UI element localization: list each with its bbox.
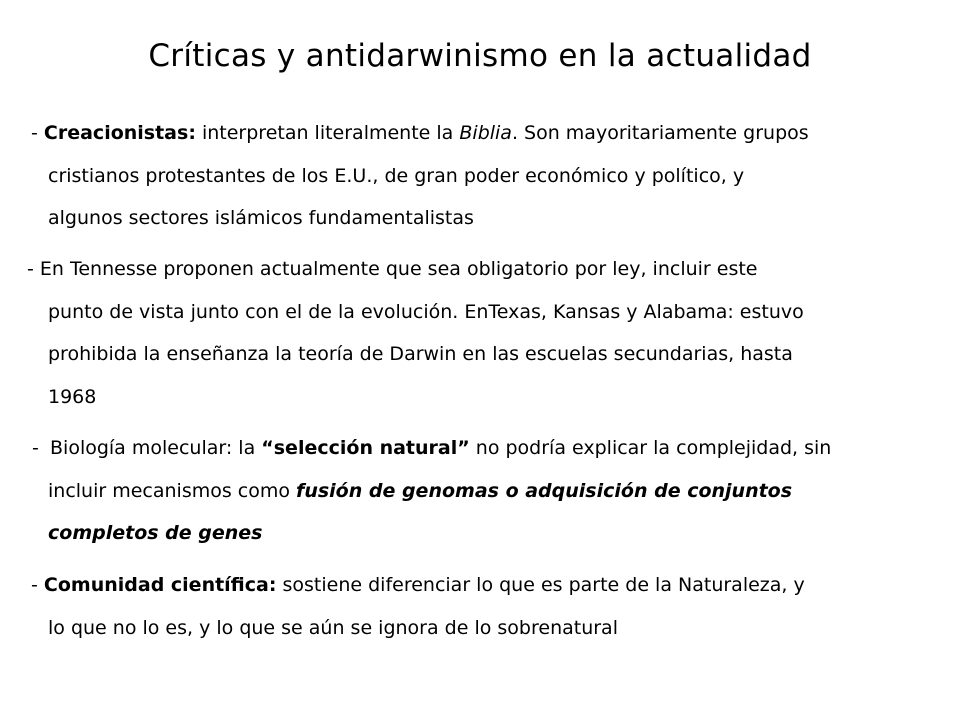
bullet-dash: - — [31, 122, 44, 144]
paragraph-line: lo que no lo es, y lo que se aún se ignora de lo sobrenatural — [48, 616, 618, 639]
term-comunidad-cientifica: Comunidad científica: — [43, 574, 277, 596]
paragraph-line — [31, 112, 809, 155]
paragraph-comunidad-cientifica — [31, 564, 805, 649]
paragraph-biologia-molecular — [32, 427, 831, 555]
paragraph-tennesse — [27, 248, 804, 418]
bullet-dash: - — [32, 437, 39, 459]
term-creacionistas: Creacionistas: — [43, 122, 196, 144]
term-seleccion-natural: “selección natural” — [261, 437, 470, 459]
paragraph-line — [32, 470, 831, 513]
text-span: interpretan literalmente la — [195, 122, 460, 144]
paragraph-line: algunos sectores islámicos fundamentalistas — [48, 207, 474, 229]
text-span: sostiene diferenciar lo que es parte de la Naturaleza, y — [276, 574, 805, 596]
paragraph-line: 1968 — [48, 385, 97, 408]
paragraph-line: prohibida la enseñanza la teoría de Darwin en las escuelas secundarias, hasta — [48, 343, 793, 365]
bullet-dash: - — [31, 574, 44, 596]
paragraph-line: cristianos protestantes de los E.U., de gran poder económico y político, y — [48, 164, 745, 187]
paragraph-creacionistas — [31, 112, 809, 240]
paragraph-line: punto de vista junto con el de la evolución. EnTexas, Kansas y Alabama: estuvo — [48, 300, 804, 323]
paragraph-line: completos de genes — [48, 522, 263, 544]
paragraph-line: - En Tennesse proponen actualmente que sea obligatorio por ley, incluir este — [27, 258, 758, 280]
text-span: . Son mayoritariamente grupos — [511, 122, 809, 144]
term-fusion-genomas: fusión de genomas o adquisición de conjuntos — [296, 479, 793, 502]
paragraph-line — [32, 427, 831, 470]
text-span: Biología molecular: la — [50, 437, 262, 459]
paragraph-line — [31, 564, 805, 607]
slide-title: Críticas y antidarwinismo en la actualidad — [148, 38, 812, 74]
term-biblia: Biblia — [459, 122, 512, 144]
text-span: incluir mecanismos como — [48, 479, 297, 502]
text-span: no podría explicar la complejidad, sin — [469, 437, 832, 459]
